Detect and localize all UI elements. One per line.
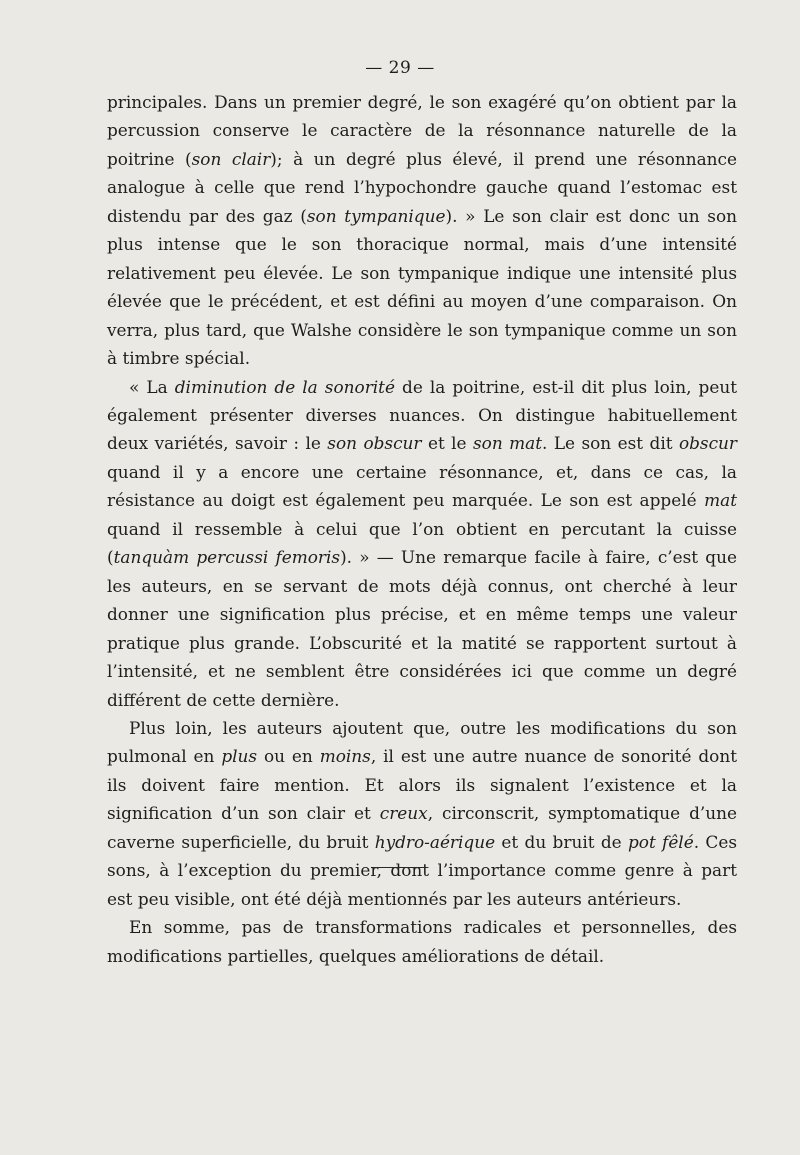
text-run: et du bruit de <box>495 831 628 852</box>
text-run: et le <box>421 433 473 454</box>
page-number: — 29 — <box>365 58 435 78</box>
italic-term: diminution de la sonorité <box>174 376 395 397</box>
text-run: ). » Le son clair est donc un son plus intense que le son thoracique normal, mais d’une intensité relativement peu élevée. Le son tympanique indique une intensité plus élevée que le précédent, et est défini au moyen d’une comparaison. On verra, plus tard, que Walshe considère le son tympanique comme un son à timbre spécial. <box>107 205 738 369</box>
italic-term: obscur <box>678 433 737 454</box>
text-run: principales. Dans un premier degré, le son exagéré qu’on obtient par la percussion conserve le caractère de la résonnance naturelle de la poitrine ( <box>107 92 737 169</box>
text-run: , il est une autre nuance de sonorité dont ils doivent faire mention. Et alors ils signalent l’existence et la signification d’un son clair et <box>107 746 737 824</box>
paragraph <box>107 913 737 970</box>
text-run: En somme, pas de transformations radicales et personnelles, des modifications partielles, quelques améliorations de détail. <box>107 917 737 966</box>
italic-term: son clair <box>191 148 271 169</box>
text-run: quand il y a encore une certaine résonnance, et, dans ce cas, la résistance au doigt est également peu marquée. Le son est appelé <box>107 461 737 511</box>
text-run: . Ces sons, à l’exception du premier, dont l’importance comme genre à part est peu visible, ont été déjà mentionnés par les auteurs antérieurs. <box>107 831 737 909</box>
text-run: Plus loin, les auteurs ajoutent que, outre les modifications du son pulmonal en <box>107 717 737 767</box>
italic-term: tanquàm percussi femoris <box>113 547 341 568</box>
text-run: . Le son est dit <box>542 433 679 454</box>
text-run: ou en <box>257 746 320 767</box>
paragraph <box>107 714 737 913</box>
italic-term: pot fêlé <box>627 831 694 852</box>
text-run: ). » — Une remarque facile à faire, c’est que les auteurs, en se servant de mots déjà connus, ont cherché à leur donner une signification plus précise, et en même temps une valeur pratique plus grande. L’obscurité et la matité se rapportent surtout à l’intensité, et ne semblent être considérées ici que comme un degré différent de cette dernière. <box>107 547 737 710</box>
text-run: ); à un degré plus élevé, il prend une résonnance analogue à celle que rend l’hypochondre gauche quand l’estomac est distendu par des gaz ( <box>107 148 737 226</box>
italic-term: son tympanique <box>306 205 446 226</box>
italic-term: moins <box>319 746 371 767</box>
italic-term: mat <box>704 490 737 511</box>
paragraph <box>107 373 737 714</box>
text-run: de la poitrine, est-il dit plus loin, peut également présenter diverses nuances. On distingue habituellement deux variétés, savoir : le <box>107 376 737 454</box>
italic-term: son obscur <box>327 433 422 454</box>
text-run: quand il ressemble à celui que l’on obtient en percutant la cuisse ( <box>107 518 737 568</box>
end-rule <box>373 867 425 868</box>
text-run: , circonscrit, symptomatique d’une caverne superficielle, du bruit <box>107 803 737 852</box>
italic-term: son mat <box>473 433 543 454</box>
italic-term: plus <box>221 746 258 767</box>
italic-term: creux <box>379 803 428 824</box>
italic-term: hydro-aérique <box>374 831 496 852</box>
text-run: « La <box>129 376 175 397</box>
body-text <box>107 88 737 970</box>
paragraph <box>107 88 737 373</box>
